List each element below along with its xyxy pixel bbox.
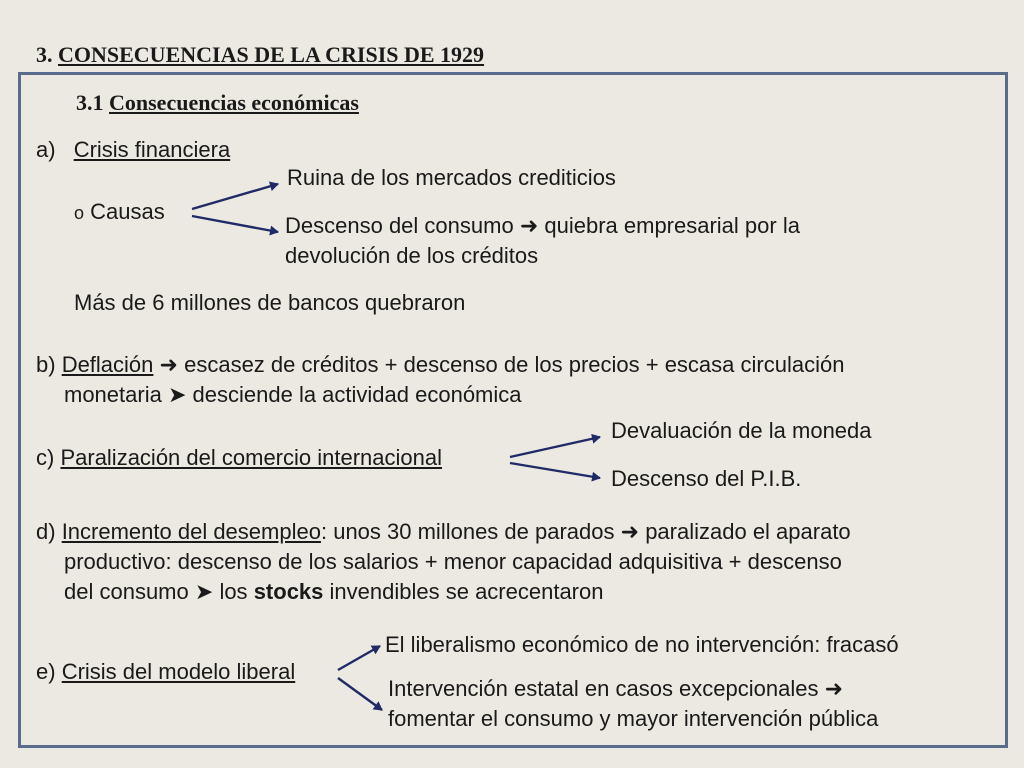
comercio-target-2: Descenso del P.I.B. xyxy=(611,466,802,491)
section-d-text4: invendibles se acrecentaron xyxy=(329,579,604,604)
section-d-text2-end: del consumo xyxy=(64,579,189,604)
section-b-line1: escasez de créditos + descenso de los precios + escasa circulación xyxy=(184,352,845,377)
section-b-line2b: desciende la actividad económica xyxy=(192,382,522,407)
stocks-bold: stocks xyxy=(253,579,324,604)
section-d-text1: unos 30 millones de parados xyxy=(333,519,615,544)
arrow-causas-2 xyxy=(192,216,278,232)
section-d-marker: d) xyxy=(36,519,56,544)
arrow-liberal-1 xyxy=(338,646,380,670)
section-b-marker: b) xyxy=(36,352,56,377)
liberal-target-2a: Intervención estatal en casos excepcionales xyxy=(388,676,819,701)
arrow-comercio-2 xyxy=(510,463,600,478)
arrow-right-icon: ➜ xyxy=(159,352,178,377)
arrow-right-icon: ➜ xyxy=(620,519,640,544)
section-e-title: Crisis del modelo liberal xyxy=(61,659,296,684)
section-c-marker: c) xyxy=(36,445,55,470)
section-b-line2a: monetaria xyxy=(64,382,162,407)
arrow-right-icon: ➜ xyxy=(519,213,539,238)
section-b-title: Deflación xyxy=(61,352,154,377)
arrow-comercio-1 xyxy=(510,437,600,457)
arrow-causas-1 xyxy=(192,184,278,209)
section-a-marker: a) xyxy=(36,137,56,162)
subtitle-number: 3.1 xyxy=(76,90,104,115)
bullet-icon: o xyxy=(74,203,85,223)
bold-arrow-icon: ➤ xyxy=(167,382,187,407)
causa-target-2-cont: quiebra empresarial por la xyxy=(544,213,800,238)
liberal-target-1: El liberalismo económico de no intervención: fracasó xyxy=(385,632,899,657)
title-number: 3. xyxy=(36,42,53,67)
title-text: CONSECUENCIAS DE LA CRISIS DE 1929 xyxy=(58,42,485,67)
causa-target-2-line2: devolución de los créditos xyxy=(285,243,539,268)
subtitle-text: Consecuencias económicas xyxy=(109,90,359,115)
banks-note: Más de 6 millones de bancos quebraron xyxy=(74,290,466,315)
section-d-text2: productivo: descenso de los salarios + menor capacidad adquisitiva + descenso xyxy=(64,549,842,574)
section-c-title: Paralización del comercio internacional xyxy=(60,445,442,470)
causa-target-2-text: Descenso del consumo xyxy=(285,213,514,238)
arrow-liberal-2 xyxy=(338,678,382,710)
section-e-marker: e) xyxy=(36,659,56,684)
section-d-text2-start: paralizado el aparato xyxy=(645,519,851,544)
bold-arrow-icon: ➤ xyxy=(194,579,214,604)
liberal-target-2-line2: fomentar el consumo y mayor intervención pública xyxy=(388,706,879,731)
section-d-colon: : xyxy=(320,519,328,544)
causa-target-1: Ruina de los mercados crediticios xyxy=(287,165,616,190)
section-a-title: Crisis financiera xyxy=(73,137,231,162)
section-d-text3: los xyxy=(219,579,248,604)
causas-text: Causas xyxy=(90,199,165,224)
comercio-target-1: Devaluación de la moneda xyxy=(611,418,872,443)
arrow-right-icon: ➜ xyxy=(824,676,844,701)
section-d-title: Incremento del desempleo xyxy=(61,519,321,544)
